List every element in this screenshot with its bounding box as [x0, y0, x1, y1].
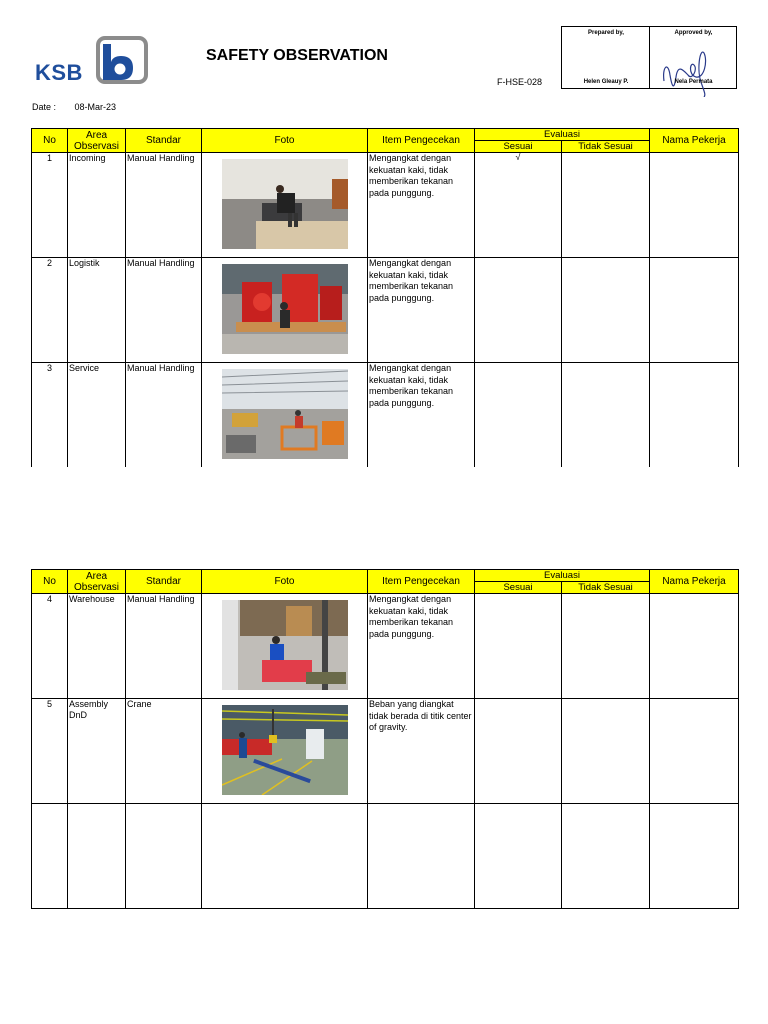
row-tidak-sesuai [562, 699, 650, 804]
table-row [32, 258, 739, 363]
row-sesuai [475, 699, 562, 804]
header-foto: Foto [202, 570, 368, 594]
row-no [32, 804, 68, 909]
photo-incoming-area [222, 159, 348, 249]
header-evaluasi: Evaluasi [475, 129, 650, 141]
row-no: 3 [32, 363, 68, 468]
row-item: Mengangkat dengan kekuatan kaki, tidak memberikan tekanan pada punggung. [368, 258, 475, 363]
date-label: Date : [32, 102, 57, 112]
table-row [32, 153, 739, 258]
header-tidak-sesuai: Tidak Sesuai [562, 141, 650, 153]
row-tidak-sesuai [562, 363, 650, 468]
header-foto: Foto [202, 129, 368, 153]
row-standar: Manual Handling [126, 153, 202, 258]
row-standar [126, 804, 202, 909]
table-row [32, 363, 739, 468]
row-item: Beban yang diangkat tidak berada di titik center of gravity. [368, 699, 475, 804]
row-sesuai [475, 804, 562, 909]
approved-by-name: Nela Permata [674, 79, 713, 85]
form-code: F-HSE-028 [497, 77, 543, 87]
row-nama [650, 699, 739, 804]
header-no: No [32, 570, 68, 594]
row-no: 1 [32, 153, 68, 258]
row-item: Mengangkat dengan kekuatan kaki, tidak memberikan tekanan pada punggung. [368, 594, 475, 699]
row-foto [202, 804, 368, 909]
header-evaluasi: Evaluasi [475, 570, 650, 582]
row-foto [202, 153, 368, 258]
row-foto [202, 594, 368, 699]
row-standar: Crane [126, 699, 202, 804]
photo-logistik-pump [222, 264, 348, 354]
row-no: 5 [32, 699, 68, 804]
row-item: Mengangkat dengan kekuatan kaki, tidak memberikan tekanan pada punggung. [368, 153, 475, 258]
row-nama [650, 258, 739, 363]
row-nama [650, 804, 739, 909]
prepared-by-label: Prepared by, [588, 30, 624, 36]
approval-box [561, 26, 737, 89]
header-sesuai: Sesuai [475, 141, 562, 153]
row-sesuai: √ [475, 153, 562, 258]
document-title: SAFETY OBSERVATION [206, 47, 388, 64]
row-nama [650, 594, 739, 699]
header-sesuai: Sesuai [475, 582, 562, 594]
signature-icon [658, 41, 718, 97]
row-sesuai [475, 363, 562, 468]
header-area: Area Observasi [68, 129, 126, 153]
prepared-by-cell [562, 27, 650, 88]
row-item: Mengangkat dengan kekuatan kaki, tidak memberikan tekanan pada punggung. [368, 363, 475, 468]
row-area [68, 804, 126, 909]
row-nama [650, 153, 739, 258]
row-no: 2 [32, 258, 68, 363]
row-foto [202, 363, 368, 468]
approved-by-cell [649, 27, 737, 88]
header-nama: Nama Pekerja [650, 570, 739, 594]
date-value: 08-Mar-23 [74, 102, 117, 112]
row-foto [202, 699, 368, 804]
table-row [32, 699, 739, 804]
prepared-by-name: Helen Gleauy P. [583, 79, 629, 85]
row-area: Incoming [68, 153, 126, 258]
row-area: Service [68, 363, 126, 468]
row-sesuai [475, 258, 562, 363]
row-standar: Manual Handling [126, 594, 202, 699]
row-standar: Manual Handling [126, 363, 202, 468]
header-nama: Nama Pekerja [650, 129, 739, 153]
observation-table-2 [31, 569, 739, 909]
row-area: Logistik [68, 258, 126, 363]
photo-warehouse-pallet [222, 600, 348, 690]
ksb-logo-icon [95, 36, 149, 84]
row-tidak-sesuai [562, 258, 650, 363]
row-area: Warehouse [68, 594, 126, 699]
header-standar: Standar [126, 570, 202, 594]
row-no: 4 [32, 594, 68, 699]
row-area: Assembly DnD [68, 699, 126, 804]
header-item: Item Pengecekan [368, 129, 475, 153]
table-row [32, 594, 739, 699]
photo-assembly-crane [222, 705, 348, 795]
row-nama [650, 363, 739, 468]
header-standar: Standar [126, 129, 202, 153]
row-standar: Manual Handling [126, 258, 202, 363]
company-logo-text: KSB [35, 60, 83, 85]
row-item [368, 804, 475, 909]
row-sesuai [475, 594, 562, 699]
approved-by-label: Approved by, [674, 30, 713, 36]
row-tidak-sesuai [562, 804, 650, 909]
photo-service-workshop [222, 369, 348, 459]
row-foto [202, 258, 368, 363]
date-row [32, 102, 116, 112]
table-row-empty [32, 804, 739, 909]
row-tidak-sesuai [562, 153, 650, 258]
row-tidak-sesuai [562, 594, 650, 699]
header-no: No [32, 129, 68, 153]
header-tidak-sesuai: Tidak Sesuai [562, 582, 650, 594]
observation-table-1 [31, 128, 739, 467]
header-area: Area Observasi [68, 570, 126, 594]
header-item: Item Pengecekan [368, 570, 475, 594]
